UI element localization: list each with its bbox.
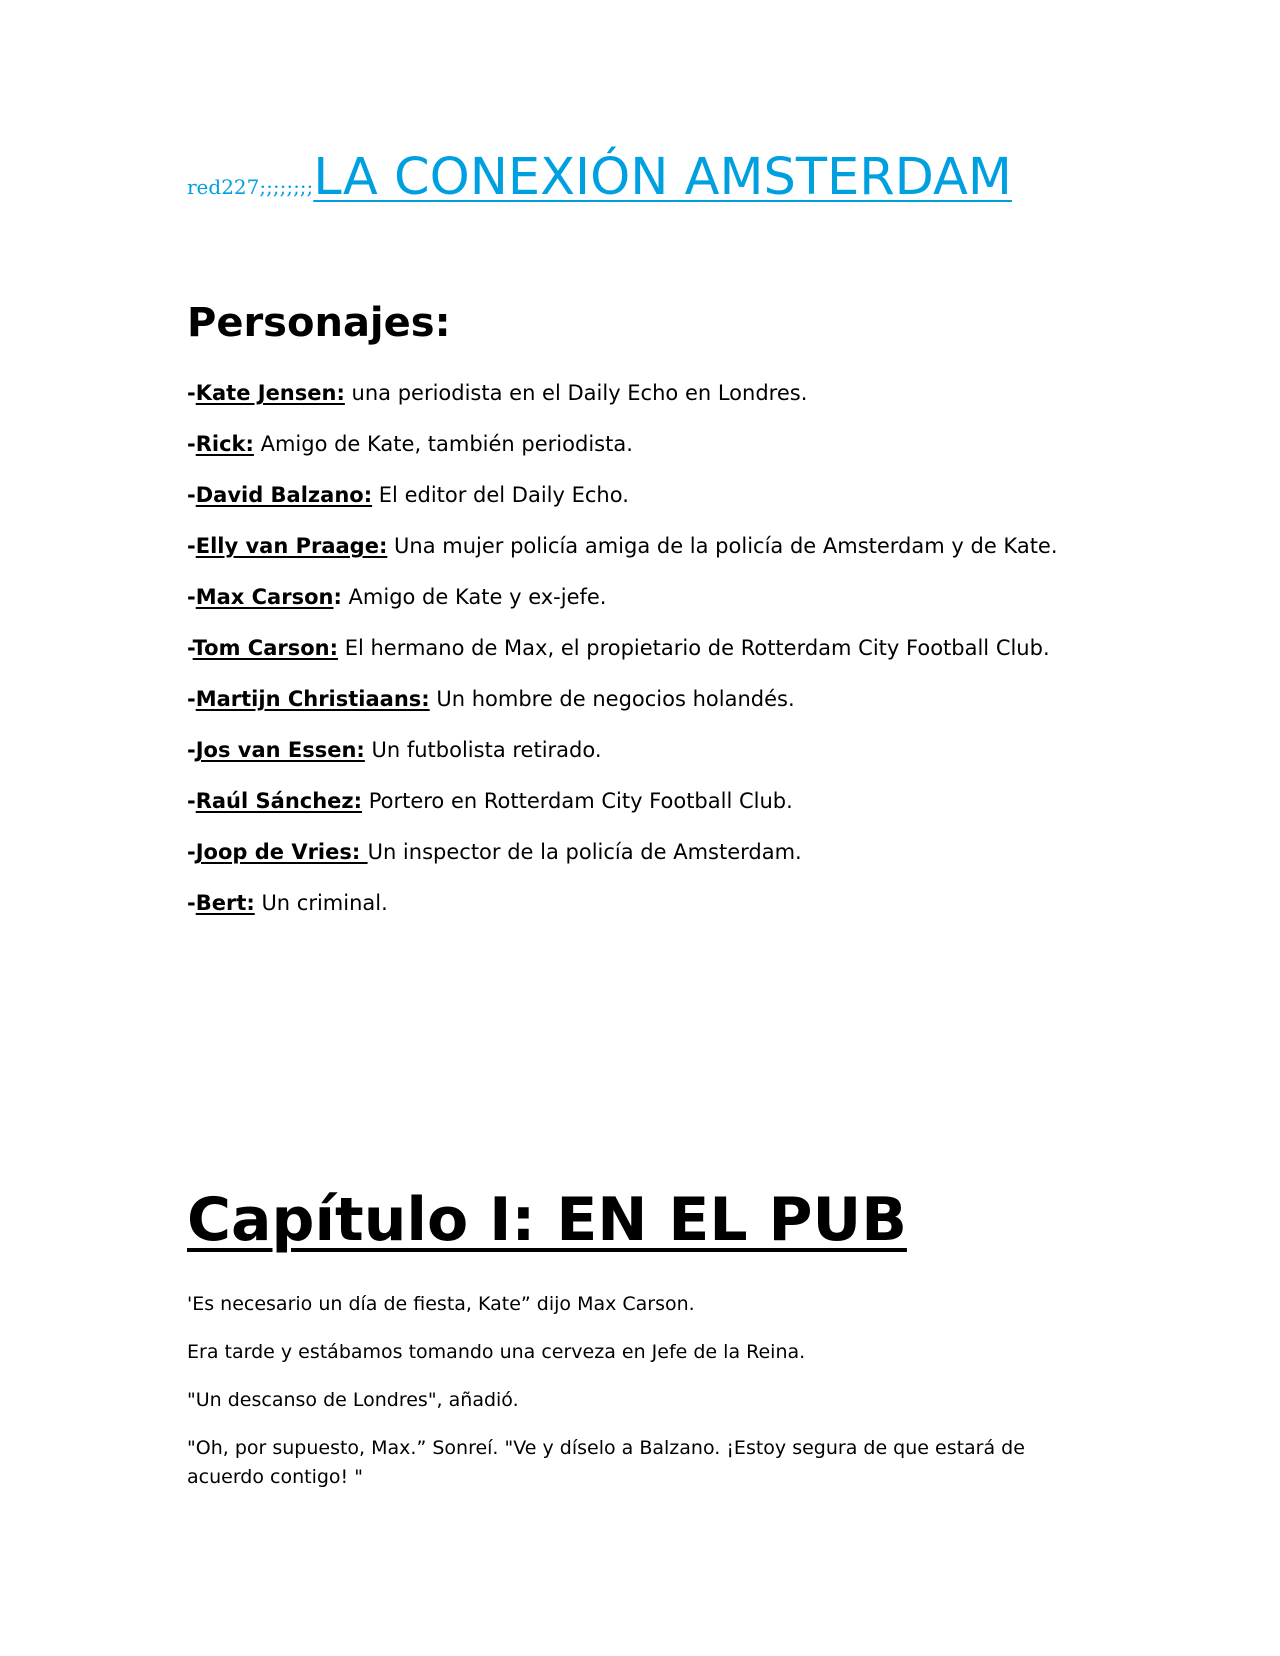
- characters-list: [187, 378, 1087, 939]
- character-name: Joop de Vries:: [195, 840, 368, 864]
- character-name: Martijn Christiaans:: [195, 687, 430, 711]
- story-paragraph: 'Es necesario un día de fiesta, Kate” dijo Max Carson.: [187, 1293, 695, 1315]
- character-name: Elly van Praage:: [195, 534, 388, 558]
- document-title: [187, 148, 1012, 207]
- character-dash: -: [187, 636, 193, 660]
- character-description: El hermano de Max, el propietario de Rotterdam City Football Club.: [338, 636, 1050, 660]
- story-paragraph: Era tarde y estábamos tomando una cerveza en Jefe de la Reina.: [187, 1341, 806, 1363]
- character-name: Kate Jensen:: [195, 381, 345, 405]
- character-dash: -: [187, 738, 196, 762]
- character-entry: [187, 480, 1087, 510]
- story-paragraph: "Un descanso de Londres", añadió.: [187, 1389, 519, 1411]
- character-description: Amigo de Kate, también periodista.: [253, 432, 633, 456]
- character-name: Bert:: [195, 891, 255, 915]
- character-entry: [187, 735, 1087, 765]
- character-description: Un hombre de negocios holandés.: [429, 687, 795, 711]
- character-dash: -: [187, 483, 196, 507]
- character-entry: [187, 888, 1087, 918]
- title-link[interactable]: LA CONEXIÓN AMSTERDAM: [313, 148, 1012, 207]
- character-description: Un futbolista retirado.: [364, 738, 602, 762]
- character-name: Tom Carson:: [192, 636, 339, 660]
- character-entry: [187, 429, 1087, 459]
- character-description: una periodista en el Daily Echo en Londres.: [344, 381, 808, 405]
- chapter-heading: Capítulo I: EN EL PUB: [187, 1185, 907, 1255]
- character-dash: -: [187, 381, 196, 405]
- character-description: Un inspector de la policía de Amsterdam.: [367, 840, 802, 864]
- character-name: David Balzano:: [195, 483, 373, 507]
- character-dash: -: [187, 585, 196, 609]
- character-dash: -: [187, 432, 196, 456]
- chapter-body: [187, 1290, 1067, 1511]
- character-entry: [187, 684, 1087, 714]
- character-description: Amigo de Kate y ex-jefe.: [341, 585, 607, 609]
- character-name: Max Carson: [195, 585, 334, 609]
- story-paragraph: "Oh, por supuesto, Max.” Sonreí. "Ve y díselo a Balzano. ¡Estoy segura de que estará de acuerdo contigo! ": [187, 1437, 1025, 1488]
- character-description: El editor del Daily Echo.: [372, 483, 629, 507]
- character-entry: [187, 786, 1087, 816]
- character-entry: [187, 378, 1087, 408]
- character-dash: -: [187, 840, 196, 864]
- character-dash: -: [187, 534, 196, 558]
- characters-heading: Personajes:: [187, 300, 451, 346]
- character-dash: -: [187, 891, 196, 915]
- character-entry: [187, 531, 1087, 561]
- character-description: Portero en Rotterdam City Football Club.: [362, 789, 793, 813]
- title-prefix: red227;;;;;;;;: [187, 175, 314, 199]
- character-name: Rick:: [195, 432, 254, 456]
- character-colon: :: [333, 585, 342, 609]
- character-name: Jos van Essen:: [195, 738, 365, 762]
- character-name: Raúl Sánchez:: [195, 789, 363, 813]
- character-description: Un criminal.: [254, 891, 388, 915]
- character-dash: -: [187, 789, 196, 813]
- character-entry: [187, 633, 1087, 663]
- character-entry: [187, 837, 1087, 867]
- character-description: Una mujer policía amiga de la policía de Amsterdam y de Kate.: [387, 534, 1058, 558]
- character-dash: -: [187, 687, 196, 711]
- character-entry: [187, 582, 1087, 612]
